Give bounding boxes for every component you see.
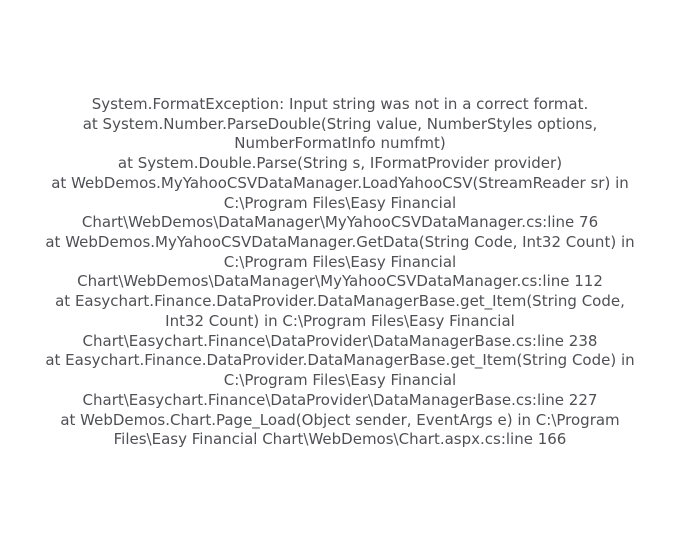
stack-trace-line: Chart\Easychart.Finance\DataProvider\DataManagerBase.cs:line 227 [82,390,598,409]
stack-trace-line: at WebDemos.MyYahooCSVDataManager.LoadYahooCSV(StreamReader sr) in [51,173,629,192]
stack-trace-line: at System.Double.Parse(String s, IFormatProvider provider) [117,154,563,173]
stack-trace-line: at Easychart.Finance.DataProvider.DataManagerBase.get_Item(String Code) in [45,351,635,370]
stack-trace-line: at WebDemos.MyYahooCSVDataManager.GetData(String Code, Int32 Count) in [45,233,635,252]
stack-trace-line: at WebDemos.Chart.Page_Load(Object sender, EventArgs e) in C:\Program [60,410,620,429]
stack-trace-line: C:\Program Files\Easy Financial [223,193,457,212]
stack-trace-line: Files\Easy Financial Chart\WebDemos\Chart.aspx.cs:line 166 [113,430,567,449]
stack-trace-line: Chart\Easychart.Finance\DataProvider\DataManagerBase.cs:line 238 [82,331,598,350]
stack-trace-line: Int32 Count) in C:\Program Files\Easy Financial [165,311,515,330]
stack-trace-line: Chart\WebDemos\DataManager\MyYahooCSVDataManager.cs:line 76 [81,213,599,232]
stack-trace-line: Chart\WebDemos\DataManager\MyYahooCSVDataManager.cs:line 112 [77,272,603,291]
stack-trace-line: System.FormatException: Input string was not in a correct format. [91,95,589,113]
stack-trace-line: NumberFormatInfo numfmt) [234,134,446,153]
stack-trace-line: at System.Number.ParseDouble(String value, NumberStyles options, [82,114,598,133]
stack-trace-line: C:\Program Files\Easy Financial [223,252,457,271]
stack-trace-line: at Easychart.Finance.DataProvider.DataManagerBase.get_Item(String Code, [55,292,625,311]
stack-trace-line: C:\Program Files\Easy Financial [223,371,457,390]
